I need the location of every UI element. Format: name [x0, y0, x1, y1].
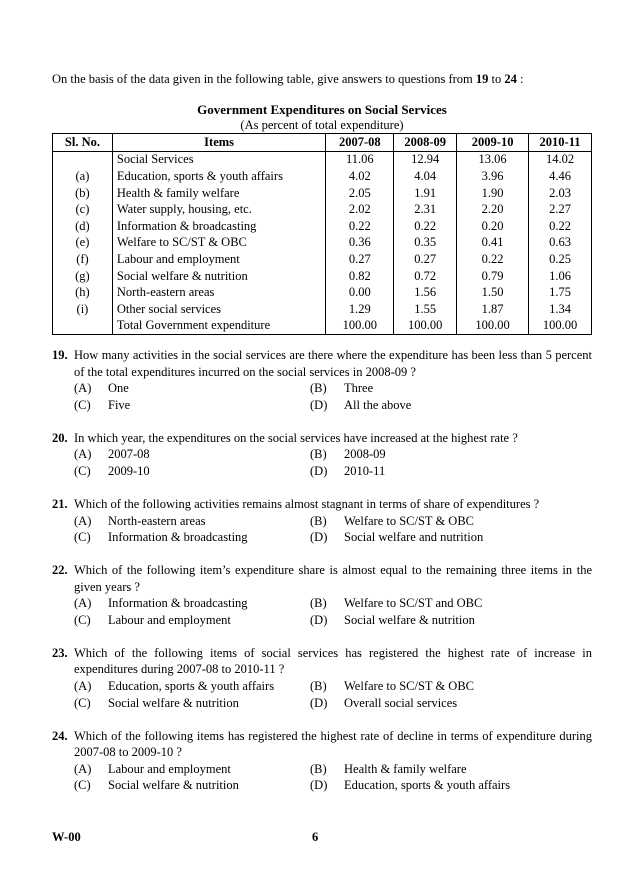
table-row: [53, 301, 592, 318]
question-number: 24.: [52, 728, 68, 743]
table-subtitle: (As percent of total expenditure): [240, 118, 404, 132]
column-header: 2007-08: [326, 134, 394, 152]
option-letter: (B): [310, 679, 327, 694]
question-stem: [52, 728, 592, 761]
option-text: Labour and employment: [108, 761, 231, 776]
instructions-colon: :: [516, 72, 524, 86]
table-header-row: [53, 134, 592, 152]
option-text: Information & broadcasting: [108, 530, 248, 545]
question-stem: [52, 430, 592, 447]
answer-option: [74, 761, 310, 778]
value-cell: 2.05: [326, 185, 394, 202]
value-cell: 2.03: [529, 185, 592, 202]
value-cell: 1.75: [529, 284, 592, 301]
option-text: Three: [344, 381, 374, 396]
item-cell: Labour and employment: [112, 251, 325, 268]
answer-option: [74, 529, 310, 546]
question-text: In which year, the expenditures on the social services have increased at the highest rate ?: [74, 430, 518, 445]
item-cell: Water supply, housing, etc.: [112, 201, 325, 218]
question: [52, 728, 592, 794]
column-header: 2009-10: [457, 134, 529, 152]
option-letter: (B): [310, 447, 327, 462]
question-text: Which of the following items of social services has registered the highest rate of increase in expenditures during 2007-08 to 2010-11 ?: [74, 645, 592, 677]
serial-cell: (g): [53, 268, 113, 285]
value-cell: 4.02: [326, 168, 394, 185]
value-cell: 100.00: [457, 318, 529, 335]
options-grid: [52, 446, 592, 479]
table-row: [53, 168, 592, 185]
question-number: 21.: [52, 496, 68, 511]
answer-option: [310, 595, 592, 612]
option-letter: (A): [74, 761, 92, 776]
table-row: [53, 151, 592, 168]
option-text: Social welfare & nutrition: [108, 778, 239, 793]
option-letter: (C): [74, 397, 91, 412]
answer-option: [74, 380, 310, 397]
value-cell: 13.06: [457, 151, 529, 168]
value-cell: 1.29: [326, 301, 394, 318]
question: [52, 562, 592, 628]
value-cell: 2.02: [326, 201, 394, 218]
question: [52, 496, 592, 546]
option-text: Health & family welfare: [344, 761, 467, 776]
table-row: [53, 284, 592, 301]
option-text: 2007-08: [108, 447, 150, 462]
option-text: Social welfare and nutrition: [344, 530, 484, 545]
question: [52, 645, 592, 711]
option-text: 2010-11: [344, 463, 386, 478]
value-cell: 100.00: [394, 318, 457, 335]
table-row: [53, 185, 592, 202]
table-row: [53, 218, 592, 235]
serial-cell: (a): [53, 168, 113, 185]
options-grid: [52, 678, 592, 711]
option-text: Welfare to SC/ST & OBC: [344, 679, 475, 694]
option-text: 2009-10: [108, 463, 150, 478]
table-row: [53, 318, 592, 335]
answer-option: [74, 678, 310, 695]
answer-option: [74, 612, 310, 629]
serial-cell: [53, 318, 113, 335]
item-cell: Social welfare & nutrition: [112, 268, 325, 285]
value-cell: 0.79: [457, 268, 529, 285]
option-text: One: [108, 381, 129, 396]
option-letter: (B): [310, 596, 327, 611]
question-range-end: 24: [504, 72, 517, 86]
value-cell: 100.00: [529, 318, 592, 335]
value-cell: 0.63: [529, 235, 592, 252]
question-number: 19.: [52, 348, 68, 362]
serial-cell: (d): [53, 218, 113, 235]
option-text: Education, sports & youth affairs: [344, 778, 511, 793]
serial-cell: (b): [53, 185, 113, 202]
column-header: Items: [112, 134, 325, 152]
value-cell: 1.34: [529, 301, 592, 318]
serial-cell: (h): [53, 284, 113, 301]
value-cell: 2.27: [529, 201, 592, 218]
value-cell: 0.20: [457, 218, 529, 235]
option-letter: (B): [310, 761, 327, 776]
question-list: [52, 347, 592, 810]
value-cell: 11.06: [326, 151, 394, 168]
item-cell: Education, sports & youth affairs: [112, 168, 325, 185]
expenditure-table: [52, 133, 592, 335]
option-letter: (C): [74, 463, 91, 478]
value-cell: 0.72: [394, 268, 457, 285]
value-cell: 1.56: [394, 284, 457, 301]
answer-option: [74, 446, 310, 463]
value-cell: 0.41: [457, 235, 529, 252]
option-text: Labour and employment: [108, 612, 231, 627]
option-letter: (C): [74, 612, 91, 627]
value-cell: 0.00: [326, 284, 394, 301]
answer-option: [74, 463, 310, 480]
value-cell: 1.91: [394, 185, 457, 202]
question-text: Which of the following items has registered the highest rate of decline in terms of expenditure during 2007-08 to 2009-10 ?: [74, 728, 592, 760]
answer-option: [310, 777, 592, 794]
item-cell: North-eastern areas: [112, 284, 325, 301]
value-cell: 1.06: [529, 268, 592, 285]
value-cell: 12.94: [394, 151, 457, 168]
option-text: Social welfare & nutrition: [108, 695, 239, 710]
value-cell: 0.22: [326, 218, 394, 235]
option-letter: (D): [310, 778, 328, 793]
value-cell: 1.55: [394, 301, 457, 318]
option-text: Five: [108, 397, 131, 412]
question-range-start: 19: [475, 72, 489, 86]
value-cell: 0.22: [457, 251, 529, 268]
value-cell: 1.50: [457, 284, 529, 301]
answer-option: [310, 397, 592, 414]
value-cell: 0.82: [326, 268, 394, 285]
value-cell: 4.04: [394, 168, 457, 185]
value-cell: 3.96: [457, 168, 529, 185]
answer-option: [310, 463, 592, 480]
option-text: North-eastern areas: [108, 513, 206, 528]
table-row: [53, 251, 592, 268]
value-cell: 14.02: [529, 151, 592, 168]
item-cell: Information & broadcasting: [112, 218, 325, 235]
question-number: 22.: [52, 563, 68, 578]
question-text: Which of the following activities remains almost stagnant in terms of share of expenditures ?: [74, 496, 540, 511]
value-cell: 2.31: [394, 201, 457, 218]
option-letter: (A): [74, 679, 92, 694]
value-cell: 4.46: [529, 168, 592, 185]
question-stem: [52, 347, 592, 380]
value-cell: 0.27: [394, 251, 457, 268]
instructions: [52, 72, 592, 87]
options-grid: [52, 595, 592, 628]
page-number: 6: [312, 830, 319, 844]
options-grid: [52, 380, 592, 413]
option-text: All the above: [344, 397, 412, 412]
item-cell: Health & family welfare: [112, 185, 325, 202]
serial-cell: [53, 151, 113, 168]
serial-cell: (i): [53, 301, 113, 318]
option-text: Welfare to SC/ST and OBC: [344, 596, 483, 611]
value-cell: 0.22: [394, 218, 457, 235]
answer-option: [74, 595, 310, 612]
answer-option: [310, 446, 592, 463]
question-number: 20.: [52, 430, 68, 445]
option-letter: (D): [310, 695, 328, 710]
answer-option: [310, 761, 592, 778]
serial-cell: (c): [53, 201, 113, 218]
option-letter: (A): [74, 513, 92, 528]
serial-cell: (f): [53, 251, 113, 268]
question-text: How many activities in the social services are there where the expenditure has been less than 5 percent of the total expenditures incurred on the social services in 2008-09 ?: [74, 348, 592, 379]
serial-cell: (e): [53, 235, 113, 252]
item-cell: Social Services: [112, 151, 325, 168]
table-title: Government Expenditures on Social Services: [197, 102, 447, 117]
value-cell: 1.90: [457, 185, 529, 202]
option-text: Information & broadcasting: [108, 596, 248, 611]
value-cell: 1.87: [457, 301, 529, 318]
column-header: 2010-11: [529, 134, 592, 152]
question: [52, 347, 592, 413]
value-cell: 0.25: [529, 251, 592, 268]
table-row: [53, 235, 592, 252]
option-letter: (C): [74, 530, 91, 545]
answer-option: [74, 695, 310, 712]
item-cell: Total Government expenditure: [112, 318, 325, 335]
question-stem: [52, 496, 592, 513]
value-cell: 100.00: [326, 318, 394, 335]
answer-option: [310, 380, 592, 397]
answer-option: [310, 695, 592, 712]
option-letter: (A): [74, 447, 92, 462]
column-header: Sl. No.: [53, 134, 113, 152]
column-header: 2008-09: [394, 134, 457, 152]
item-cell: Other social services: [112, 301, 325, 318]
option-text: Social welfare & nutrition: [344, 612, 475, 627]
table-body: [53, 151, 592, 335]
question-stem: [52, 645, 592, 678]
question: [52, 430, 592, 480]
option-text: 2008-09: [344, 447, 386, 462]
option-text: Overall social services: [344, 695, 458, 710]
option-text: Welfare to SC/ST & OBC: [344, 513, 475, 528]
option-letter: (C): [74, 695, 91, 710]
answer-option: [74, 397, 310, 414]
option-letter: (B): [310, 513, 327, 528]
table-row: [53, 201, 592, 218]
option-letter: (A): [74, 381, 92, 396]
option-letter: (B): [310, 381, 327, 396]
value-cell: 0.36: [326, 235, 394, 252]
table-row: [53, 268, 592, 285]
item-cell: Welfare to SC/ST & OBC: [112, 235, 325, 252]
answer-option: [310, 529, 592, 546]
answer-option: [74, 777, 310, 794]
instructions-text: On the basis of the data given in the following table, give answers to questions from: [52, 72, 476, 86]
instructions-joiner: to: [488, 72, 505, 86]
value-cell: 0.27: [326, 251, 394, 268]
option-letter: (D): [310, 612, 328, 627]
option-letter: (C): [74, 778, 91, 793]
answer-option: [310, 612, 592, 629]
value-cell: 2.20: [457, 201, 529, 218]
options-grid: [52, 513, 592, 546]
value-cell: 0.22: [529, 218, 592, 235]
question-stem: [52, 562, 592, 595]
option-letter: (D): [310, 397, 328, 412]
option-text: Education, sports & youth affairs: [108, 679, 275, 694]
options-grid: [52, 761, 592, 794]
answer-option: [310, 678, 592, 695]
question-text: Which of the following item’s expenditure share is almost equal to the remaining three items in the given years ?: [74, 563, 592, 594]
answer-option: [74, 513, 310, 530]
paper-code: W-00: [52, 830, 81, 844]
value-cell: 0.35: [394, 235, 457, 252]
question-number: 23.: [52, 645, 68, 660]
option-letter: (D): [310, 530, 328, 545]
option-letter: (D): [310, 463, 328, 478]
option-letter: (A): [74, 596, 92, 611]
answer-option: [310, 513, 592, 530]
